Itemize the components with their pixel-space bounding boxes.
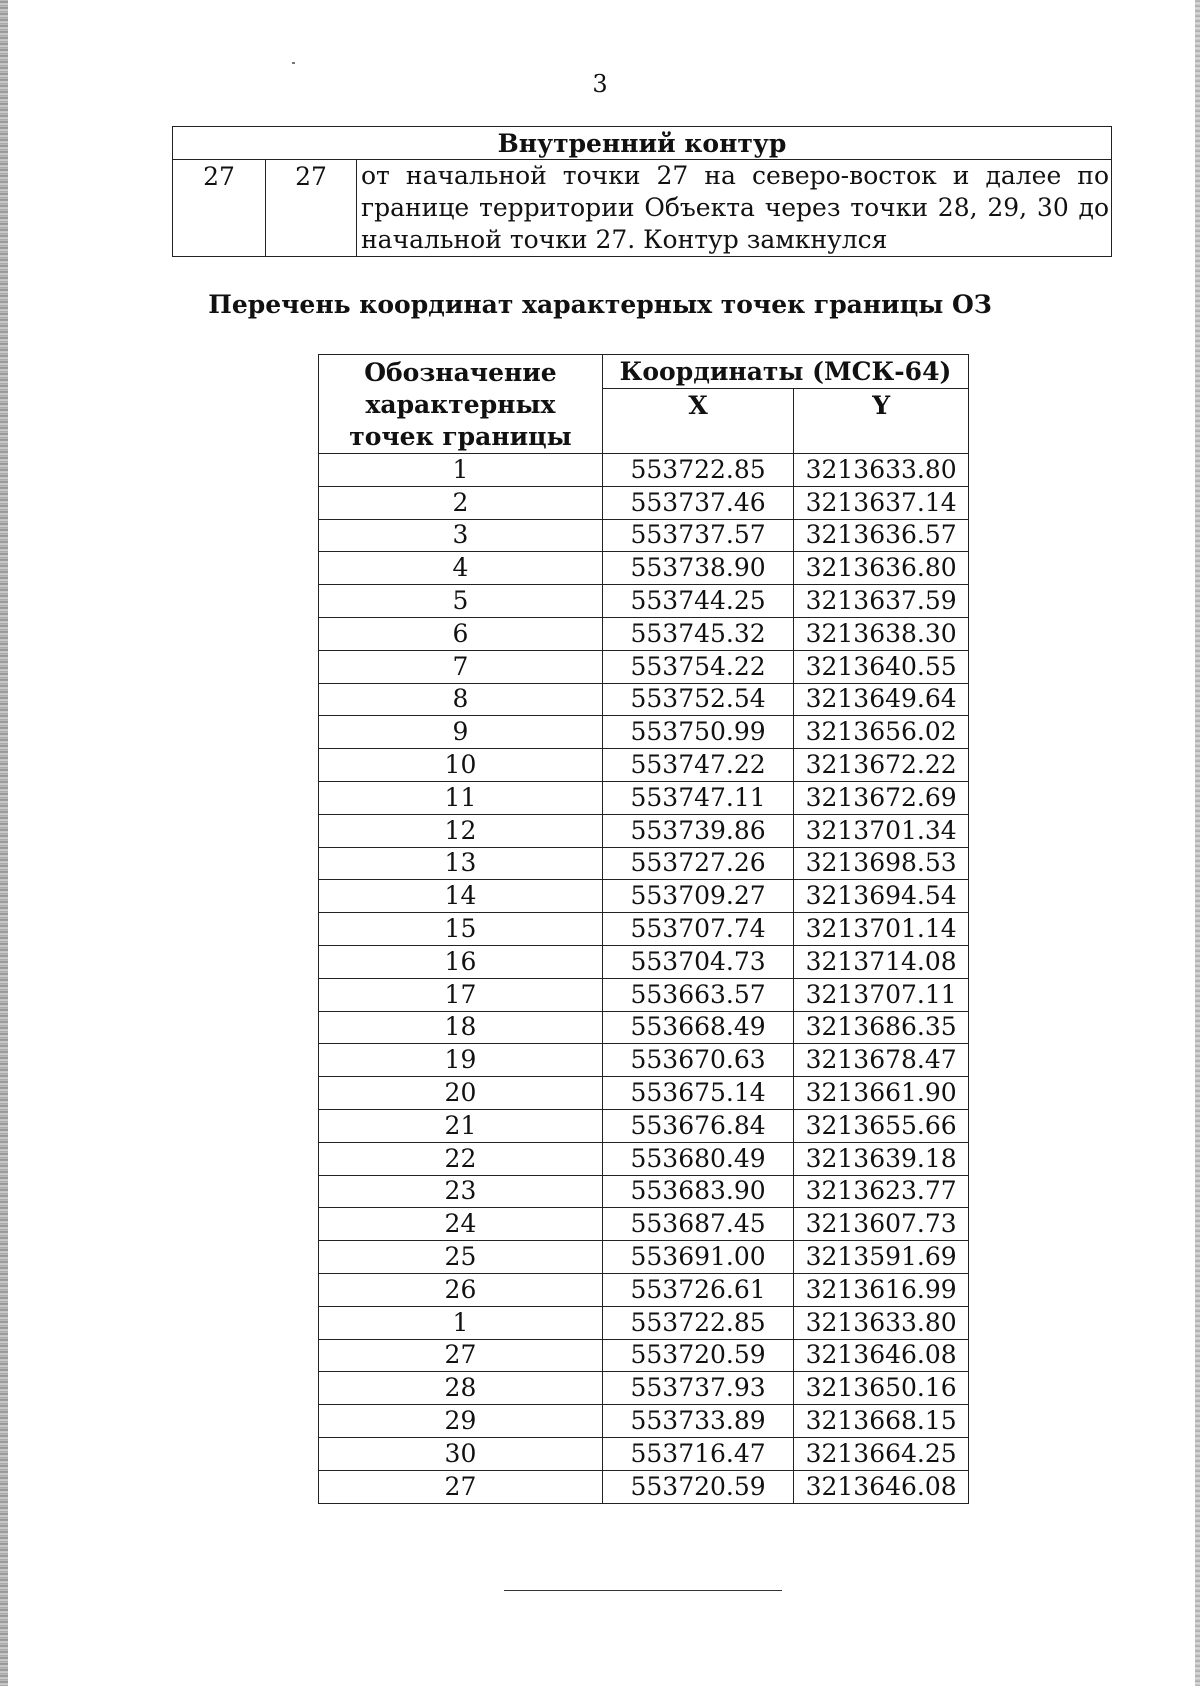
point-cell: 1 xyxy=(319,454,603,487)
x-cell: 553675.14 xyxy=(602,1077,793,1110)
x-cell: 553752.54 xyxy=(602,683,793,716)
table-row xyxy=(319,454,969,487)
table-row xyxy=(319,814,969,847)
table-row xyxy=(319,1208,969,1241)
table-row xyxy=(319,1175,969,1208)
x-cell: 553709.27 xyxy=(602,880,793,913)
y-cell: 3213646.08 xyxy=(794,1470,969,1503)
y-cell: 3213640.55 xyxy=(794,650,969,683)
inner-contour-table xyxy=(172,126,1112,257)
x-cell: 553744.25 xyxy=(602,585,793,618)
scan-speck xyxy=(292,62,295,64)
point-cell: 27 xyxy=(319,1470,603,1503)
point-cell: 18 xyxy=(319,1011,603,1044)
x-cell: 553722.85 xyxy=(602,1306,793,1339)
table-row xyxy=(319,1306,969,1339)
x-cell: 553680.49 xyxy=(602,1142,793,1175)
point-cell: 22 xyxy=(319,1142,603,1175)
table-row xyxy=(319,519,969,552)
table-row xyxy=(319,617,969,650)
coordinates-list-title: Перечень координат характерных точек границы ОЗ xyxy=(208,290,992,319)
table-row xyxy=(319,1109,969,1142)
table-row xyxy=(319,486,969,519)
table-row xyxy=(319,781,969,814)
header-coordinates: Координаты (МСК-64) xyxy=(602,355,968,389)
y-cell: 3213638.30 xyxy=(794,617,969,650)
y-cell: 3213672.69 xyxy=(794,781,969,814)
y-cell: 3213668.15 xyxy=(794,1405,969,1438)
table-row xyxy=(319,847,969,880)
x-cell: 553720.59 xyxy=(602,1470,793,1503)
y-cell: 3213650.16 xyxy=(794,1372,969,1405)
x-cell: 553720.59 xyxy=(602,1339,793,1372)
y-cell: 3213714.08 xyxy=(794,945,969,978)
table-row xyxy=(319,1470,969,1503)
x-cell: 553737.93 xyxy=(602,1372,793,1405)
inner-contour-from-point: 27 xyxy=(173,160,266,257)
x-cell: 553687.45 xyxy=(602,1208,793,1241)
table-row xyxy=(319,650,969,683)
point-cell: 5 xyxy=(319,585,603,618)
table-row xyxy=(319,1044,969,1077)
table-row xyxy=(319,913,969,946)
point-cell: 20 xyxy=(319,1077,603,1110)
point-cell: 4 xyxy=(319,552,603,585)
point-cell: 12 xyxy=(319,814,603,847)
page-number: 3 xyxy=(592,70,608,98)
y-cell: 3213633.80 xyxy=(794,454,969,487)
x-cell: 553739.86 xyxy=(602,814,793,847)
point-cell: 7 xyxy=(319,650,603,683)
y-cell: 3213701.34 xyxy=(794,814,969,847)
table-row xyxy=(319,1077,969,1110)
inner-contour-title: Внутренний контур xyxy=(173,127,1112,160)
point-cell: 27 xyxy=(319,1339,603,1372)
point-cell: 8 xyxy=(319,683,603,716)
table-row xyxy=(319,1339,969,1372)
y-cell: 3213607.73 xyxy=(794,1208,969,1241)
point-cell: 17 xyxy=(319,978,603,1011)
y-cell: 3213707.11 xyxy=(794,978,969,1011)
x-cell: 553737.57 xyxy=(602,519,793,552)
coordinates-table-body xyxy=(319,454,969,1504)
y-cell: 3213646.08 xyxy=(794,1339,969,1372)
point-cell: 26 xyxy=(319,1273,603,1306)
table-row xyxy=(319,945,969,978)
table-row xyxy=(319,1372,969,1405)
scan-edge-right xyxy=(1195,0,1200,1686)
y-cell: 3213639.18 xyxy=(794,1142,969,1175)
point-cell: 30 xyxy=(319,1437,603,1470)
y-cell: 3213672.22 xyxy=(794,749,969,782)
table-row xyxy=(319,1437,969,1470)
table-row xyxy=(319,978,969,1011)
x-cell: 553670.63 xyxy=(602,1044,793,1077)
x-cell: 553747.11 xyxy=(602,781,793,814)
point-cell: 6 xyxy=(319,617,603,650)
x-cell: 553707.74 xyxy=(602,913,793,946)
point-cell: 3 xyxy=(319,519,603,552)
x-cell: 553716.47 xyxy=(602,1437,793,1470)
point-cell: 28 xyxy=(319,1372,603,1405)
table-row xyxy=(319,1142,969,1175)
point-cell: 11 xyxy=(319,781,603,814)
y-cell: 3213616.99 xyxy=(794,1273,969,1306)
x-cell: 553722.85 xyxy=(602,454,793,487)
point-cell: 29 xyxy=(319,1405,603,1438)
y-cell: 3213698.53 xyxy=(794,847,969,880)
x-cell: 553750.99 xyxy=(602,716,793,749)
x-cell: 553726.61 xyxy=(602,1273,793,1306)
table-row xyxy=(319,1011,969,1044)
point-cell: 24 xyxy=(319,1208,603,1241)
y-cell: 3213686.35 xyxy=(794,1011,969,1044)
y-cell: 3213633.80 xyxy=(794,1306,969,1339)
table-row xyxy=(319,585,969,618)
x-cell: 553745.32 xyxy=(602,617,793,650)
table-row xyxy=(319,1273,969,1306)
coordinates-table xyxy=(318,354,969,1504)
point-cell: 21 xyxy=(319,1109,603,1142)
point-cell: 13 xyxy=(319,847,603,880)
y-cell: 3213655.66 xyxy=(794,1109,969,1142)
y-cell: 3213649.64 xyxy=(794,683,969,716)
x-cell: 553704.73 xyxy=(602,945,793,978)
table-row xyxy=(319,880,969,913)
coordinates-header-row-1 xyxy=(319,355,969,389)
header-x: X xyxy=(602,389,793,454)
y-cell: 3213591.69 xyxy=(794,1241,969,1274)
scan-edge-left xyxy=(0,0,8,1686)
point-cell: 2 xyxy=(319,486,603,519)
point-cell: 15 xyxy=(319,913,603,946)
y-cell: 3213661.90 xyxy=(794,1077,969,1110)
y-cell: 3213623.77 xyxy=(794,1175,969,1208)
point-cell: 1 xyxy=(319,1306,603,1339)
inner-contour-description: от начальной точки 27 на северо-восток и далее по границе территории Объекта через точки 28, 29, 30 до начальной точки 27. Контур замкнулся xyxy=(357,160,1112,257)
x-cell: 553738.90 xyxy=(602,552,793,585)
x-cell: 553663.57 xyxy=(602,978,793,1011)
inner-contour-to-point: 27 xyxy=(266,160,357,257)
y-cell: 3213678.47 xyxy=(794,1044,969,1077)
y-cell: 3213636.80 xyxy=(794,552,969,585)
y-cell: 3213656.02 xyxy=(794,716,969,749)
point-cell: 25 xyxy=(319,1241,603,1274)
point-cell: 10 xyxy=(319,749,603,782)
table-row xyxy=(319,716,969,749)
x-cell: 553737.46 xyxy=(602,486,793,519)
y-cell: 3213636.57 xyxy=(794,519,969,552)
x-cell: 553683.90 xyxy=(602,1175,793,1208)
table-row xyxy=(319,552,969,585)
x-cell: 553676.84 xyxy=(602,1109,793,1142)
y-cell: 3213637.14 xyxy=(794,486,969,519)
point-cell: 14 xyxy=(319,880,603,913)
x-cell: 553691.00 xyxy=(602,1241,793,1274)
inner-contour-row xyxy=(173,160,1112,257)
point-cell: 19 xyxy=(319,1044,603,1077)
x-cell: 553727.26 xyxy=(602,847,793,880)
y-cell: 3213637.59 xyxy=(794,585,969,618)
x-cell: 553754.22 xyxy=(602,650,793,683)
point-cell: 9 xyxy=(319,716,603,749)
table-row xyxy=(319,1241,969,1274)
y-cell: 3213694.54 xyxy=(794,880,969,913)
footer-divider xyxy=(504,1590,782,1591)
x-cell: 553668.49 xyxy=(602,1011,793,1044)
table-row xyxy=(319,683,969,716)
point-cell: 16 xyxy=(319,945,603,978)
y-cell: 3213701.14 xyxy=(794,913,969,946)
header-designation: Обозначение характерных точек границы xyxy=(319,355,603,454)
table-row xyxy=(319,749,969,782)
y-cell: 3213664.25 xyxy=(794,1437,969,1470)
x-cell: 553747.22 xyxy=(602,749,793,782)
point-cell: 23 xyxy=(319,1175,603,1208)
header-y: Y xyxy=(794,389,969,454)
table-row xyxy=(319,1405,969,1438)
x-cell: 553733.89 xyxy=(602,1405,793,1438)
inner-contour-header-row xyxy=(173,127,1112,160)
